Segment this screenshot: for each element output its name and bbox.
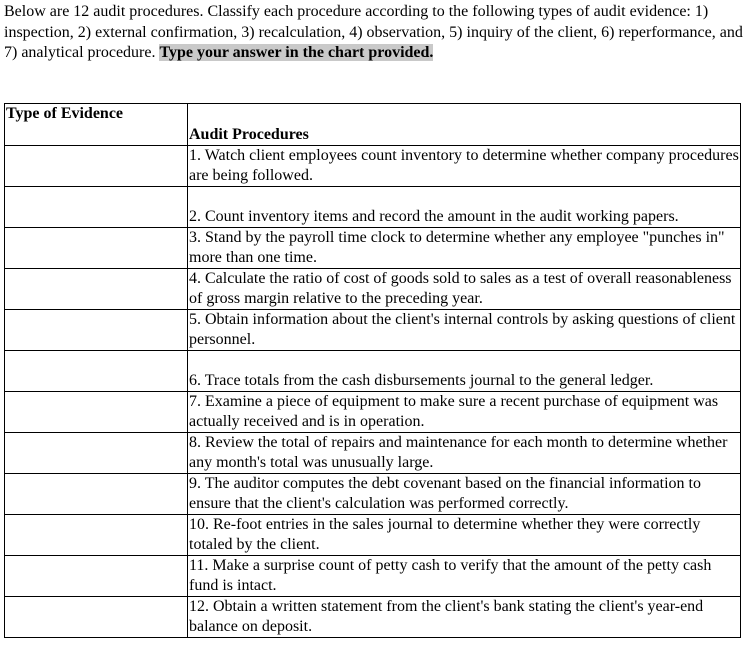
evidence-answer-cell[interactable] bbox=[5, 351, 188, 392]
audit-procedure-cell: 6. Trace totals from the cash disbursements journal to the general ledger. bbox=[188, 351, 741, 392]
audit-procedure-cell: 9. The auditor computes the debt covenant based on the financial information to ensure that the client's calculation was performed correctly. bbox=[188, 474, 741, 515]
audit-procedure-cell: 8. Review the total of repairs and maintenance for each month to determine whether any month's total was unusually large. bbox=[188, 433, 741, 474]
evidence-answer-cell[interactable] bbox=[5, 556, 188, 597]
audit-evidence-table bbox=[4, 103, 741, 638]
evidence-answer-cell[interactable] bbox=[5, 310, 188, 351]
table-header-row bbox=[5, 104, 741, 146]
instructions-text: Below are 12 audit procedures. Classify each procedure according to the following types of audit evidence: 1) inspection, 2) external confirmation, 3) recalculation, 4) observation, 5) inquiry of the client, 6) reperformance, and 7) analytical procedure. bbox=[4, 3, 743, 61]
audit-procedure-cell: 5. Obtain information about the client's internal controls by asking questions of client personnel. bbox=[188, 310, 741, 351]
instructions-paragraph bbox=[4, 2, 744, 64]
evidence-answer-cell[interactable] bbox=[5, 392, 188, 433]
audit-procedure-cell: 11. Make a surprise count of petty cash to verify that the amount of the petty cash fund is intact. bbox=[188, 556, 741, 597]
audit-table-body bbox=[5, 104, 741, 638]
audit-procedure-cell: 7. Examine a piece of equipment to make sure a recent purchase of equipment was actually received and is in operation. bbox=[188, 392, 741, 433]
evidence-answer-cell[interactable] bbox=[5, 597, 188, 638]
evidence-answer-cell[interactable] bbox=[5, 433, 188, 474]
audit-procedure-cell: 4. Calculate the ratio of cost of goods sold to sales as a test of overall reasonableness of gross margin relative to the preceding year. bbox=[188, 269, 741, 310]
evidence-answer-cell[interactable] bbox=[5, 474, 188, 515]
table-row bbox=[5, 392, 741, 433]
table-row bbox=[5, 556, 741, 597]
table-row bbox=[5, 146, 741, 187]
table-row bbox=[5, 515, 741, 556]
table-row bbox=[5, 269, 741, 310]
instructions-emphasis: Type your answer in the chart provided. bbox=[159, 44, 434, 61]
evidence-answer-cell[interactable] bbox=[5, 228, 188, 269]
table-row bbox=[5, 433, 741, 474]
audit-procedure-cell: 10. Re-foot entries in the sales journal to determine whether they were correctly totaled by the client. bbox=[188, 515, 741, 556]
type-of-evidence-header: Type of Evidence bbox=[5, 104, 188, 146]
audit-procedures-header: Audit Procedures bbox=[188, 104, 741, 146]
evidence-answer-cell[interactable] bbox=[5, 187, 188, 228]
audit-procedure-cell: 3. Stand by the payroll time clock to determine whether any employee "punches in" more than one time. bbox=[188, 228, 741, 269]
table-row bbox=[5, 310, 741, 351]
evidence-answer-cell[interactable] bbox=[5, 269, 188, 310]
table-row bbox=[5, 228, 741, 269]
audit-procedure-cell: 2. Count inventory items and record the amount in the audit working papers. bbox=[188, 187, 741, 228]
table-row bbox=[5, 597, 741, 638]
audit-procedure-cell: 12. Obtain a written statement from the client's bank stating the client's year-end balance on deposit. bbox=[188, 597, 741, 638]
table-row bbox=[5, 351, 741, 392]
evidence-answer-cell[interactable] bbox=[5, 146, 188, 187]
evidence-answer-cell[interactable] bbox=[5, 515, 188, 556]
audit-procedure-cell: 1. Watch client employees count inventory to determine whether company procedures are being followed. bbox=[188, 146, 741, 187]
table-row bbox=[5, 474, 741, 515]
table-row bbox=[5, 187, 741, 228]
